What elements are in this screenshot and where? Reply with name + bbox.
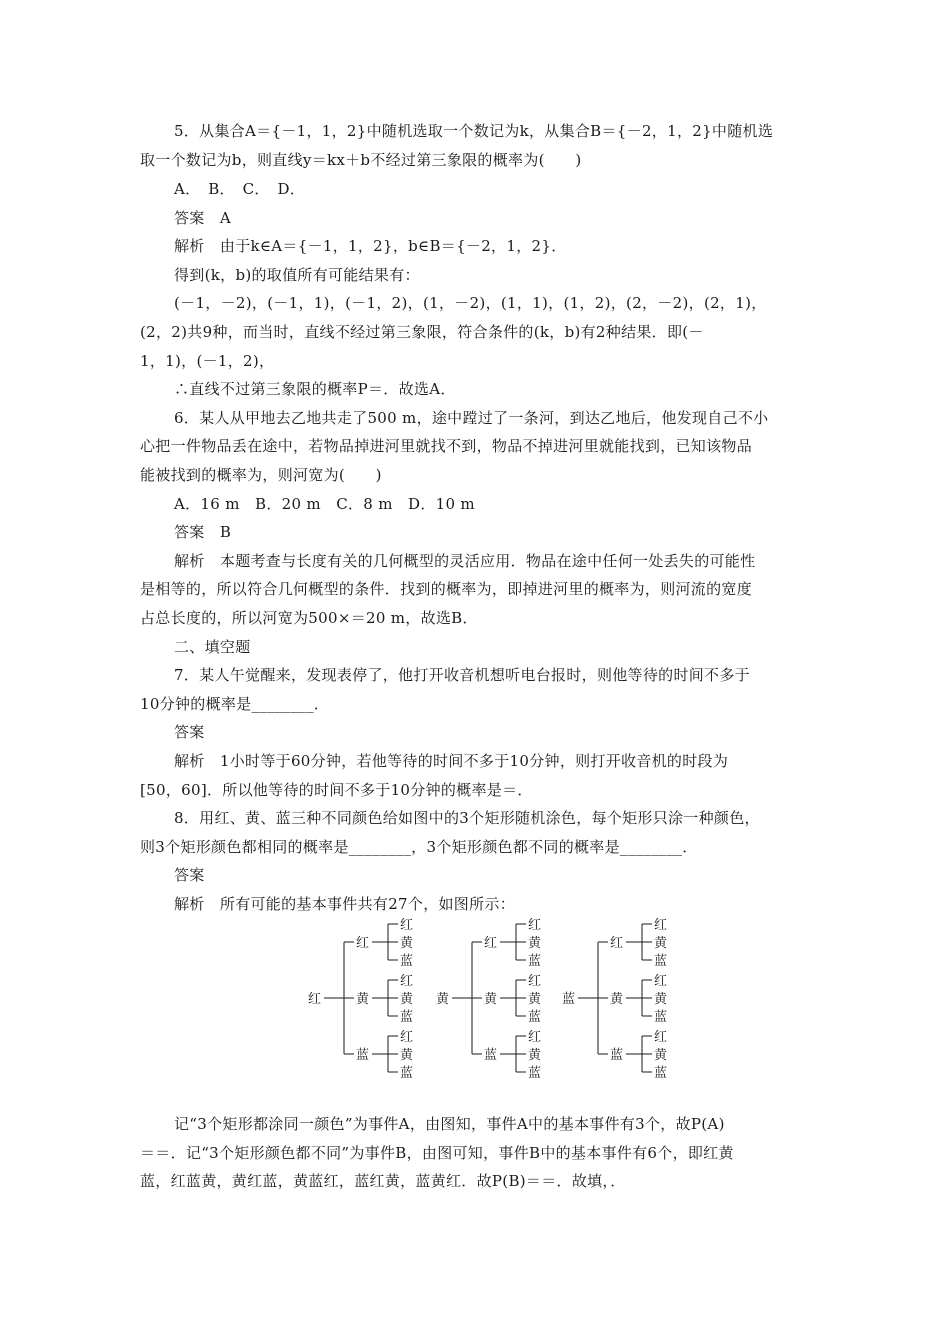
q5-answer: 答案 A — [174, 209, 232, 227]
q5-analysis-4: (2，2)共9种，而当时，直线不经过第三象限，符合条件的(k，b)有2种结果．即(－ — [140, 323, 704, 341]
tree-leaf-label: 蓝 — [400, 1066, 414, 1081]
tree-second-label: 黄 — [356, 992, 370, 1007]
q8-analysis-3: ＝＝．记“3个矩形颜色都不同”为事件B，由图可知，事件B中的基本事件有6个，即红黄 — [140, 1144, 734, 1162]
q5-line-2: 取一个数记为b，则直线y＝kx＋b不经过第三象限的概率为( ) — [140, 151, 582, 169]
q6-line-3: 能被找到的概率为，则河宽为( ) — [140, 466, 382, 484]
tree-second-label: 蓝 — [484, 1048, 498, 1063]
tree-leaf-label: 黄 — [654, 1048, 668, 1063]
tree-leaf-label: 红 — [400, 974, 414, 989]
tree-leaf-label: 蓝 — [528, 954, 542, 969]
q8-analysis-2: 记“3个矩形都涂同一颜色”为事件A，由图知，事件A中的基本事件有3个，故P(A) — [174, 1115, 725, 1133]
q7-line-1: 7．某人午觉醒来，发现表停了，他打开收音机想听电台报时，则他等待的时间不多于 — [174, 666, 750, 684]
tree-second-label: 黄 — [484, 992, 498, 1007]
tree-leaf-label: 黄 — [528, 936, 542, 951]
q8-line-1: 8．用红、黄、蓝三种不同颜色给如图中的3个矩形随机涂色，每个矩形只涂一种颜色， — [174, 809, 760, 827]
tree-leaf-label: 黄 — [654, 936, 668, 951]
q5-conclusion: ∴直线不过第三象限的概率P＝．故选A． — [174, 380, 456, 398]
q8-line-2: 则3个矩形颜色都相同的概率是________，3个矩形颜色都不同的概率是________． — [140, 838, 698, 856]
q6-analysis-3: 占总长度的，所以河宽为500×＝20 m，故选B． — [140, 609, 478, 627]
tree-leaf-label: 蓝 — [654, 1010, 668, 1025]
tree-leaf-label: 红 — [654, 918, 668, 933]
tree-leaf-label: 红 — [400, 1030, 414, 1045]
color-tree-diagram — [300, 905, 700, 1095]
q6-answer: 答案 B — [174, 523, 232, 541]
tree-leaf-label: 黄 — [528, 992, 542, 1007]
q6-analysis-1: 解析 本题考查与长度有关的几何概型的灵活应用．物品在途中任何一处丢失的可能性 — [174, 552, 756, 570]
tree-root-1: 黄 — [436, 992, 450, 1007]
tree-leaf-label: 蓝 — [528, 1010, 542, 1025]
tree-leaf-label: 红 — [528, 918, 542, 933]
q7-line-2: 10分钟的概率是________． — [140, 695, 330, 713]
q8-answer: 答案 — [174, 866, 205, 884]
q6-analysis-2: 是相等的，所以符合几何概型的条件．找到的概率为，即掉进河里的概率为，则河流的宽度 — [140, 580, 753, 598]
tree-second-label: 蓝 — [356, 1048, 370, 1063]
tree-leaf-label: 红 — [528, 974, 542, 989]
tree-leaf-label: 黄 — [400, 1048, 414, 1063]
tree-leaf-label: 黄 — [400, 936, 414, 951]
q7-analysis-2: [50，60]．所以他等待的时间不多于10分钟的概率是＝． — [140, 781, 533, 799]
q5-line-1: 5．从集合A＝{－1，1，2}中随机选取一个数记为k，从集合B＝{－2，1，2}中随机选 — [174, 122, 774, 140]
q6-options: A．16 m B．20 m C．8 m D．10 m — [174, 495, 475, 513]
tree-leaf-label: 黄 — [528, 1048, 542, 1063]
tree-second-label: 黄 — [610, 992, 624, 1007]
tree-second-label: 蓝 — [610, 1048, 624, 1063]
tree-leaf-label: 红 — [528, 1030, 542, 1045]
tree-second-label: 红 — [610, 936, 624, 951]
q5-analysis-5: 1，1)，(－1，2)， — [140, 352, 275, 370]
tree-leaf-label: 蓝 — [654, 954, 668, 969]
tree-leaf-label: 红 — [654, 1030, 668, 1045]
tree-root-0: 红 — [308, 992, 322, 1007]
q5-analysis-2: 得到(k，b)的取值所有可能结果有： — [174, 266, 420, 284]
q8-analysis-4: 蓝，红蓝黄，黄红蓝，黄蓝红，蓝红黄，蓝黄红．故P(B)＝＝．故填，． — [140, 1172, 626, 1190]
tree-second-label: 红 — [356, 936, 370, 951]
tree-leaf-label: 蓝 — [528, 1066, 542, 1081]
q7-analysis-1: 解析 1小时等于60分钟，若他等待的时间不多于10分钟，则打开收音机的时段为 — [174, 752, 729, 770]
tree-leaf-label: 蓝 — [400, 954, 414, 969]
tree-leaf-label: 蓝 — [654, 1066, 668, 1081]
tree-leaf-label: 黄 — [400, 992, 414, 1007]
tree-second-label: 红 — [484, 936, 498, 951]
q5-analysis-1: 解析 由于k∈A＝{－1，1，2}，b∈B＝{－2，1，2}． — [174, 237, 567, 255]
q5-options: A． B． C． D． — [174, 180, 306, 198]
tree-root-2: 蓝 — [562, 992, 576, 1007]
tree-leaf-label: 蓝 — [400, 1010, 414, 1025]
section-heading: 二、填空题 — [174, 638, 251, 656]
q5-analysis-3: (－1，－2)，(－1，1)，(－1，2)，(1，－2)，(1，1)，(1，2)，(2，－2)，(2，1)， — [174, 294, 767, 312]
q6-line-1: 6．某人从甲地去乙地共走了500 m，途中蹚过了一条河，到达乙地后，他发现自己不小 — [174, 409, 769, 427]
q8-analysis-1: 解析 所有可能的基本事件共有27个，如图所示： — [174, 895, 515, 913]
tree-leaf-label: 红 — [654, 974, 668, 989]
q7-answer: 答案 — [174, 723, 205, 741]
tree-leaf-label: 红 — [400, 918, 414, 933]
q6-line-2: 心把一件物品丢在途中，若物品掉进河里就找不到，物品不掉进河里就能找到，已知该物品 — [140, 437, 753, 455]
tree-leaf-label: 黄 — [654, 992, 668, 1007]
